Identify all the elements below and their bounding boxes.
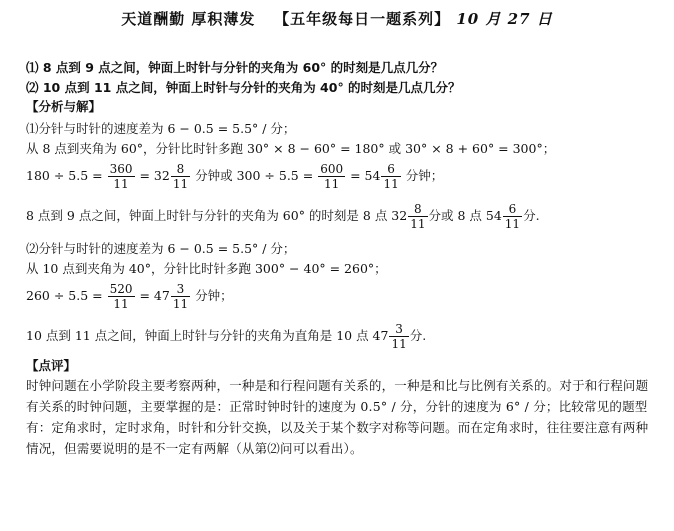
part1-calc-c: 分钟或 300 ÷ 5.5 = — [195, 168, 314, 183]
comment-text: 时钟问题在小学阶段主要考察两种，一种是和行程问题有关系的，一种是和比与比例有关系的。对于和行程问题有关系的时钟问题，主要掌握的是：正常时钟时针的速度为 0.5° / 分，分针的速度为 6° / 分；比较常见的题型有：定角求时，定时求角，时针和分针交换，以及关于某个数字对称等问题。而在定角求时，往往要注意有两种情况，但需要说明的是不一定有两解（从第⑵问可以看出）。 — [26, 378, 649, 456]
part1-run: 从 8 点到夹角为 60°，分针比时针多跑 30° × 8 − 60° = 180° 或 30° × 8 + 60° = 300°； — [26, 141, 556, 156]
fraction: $\frac{3}{11}$ — [172, 282, 189, 311]
page-title — [0, 8, 674, 29]
part1-concl-c: 分. — [523, 208, 540, 223]
part2-conclusion — [26, 320, 426, 352]
fraction: $\frac{6}{11}$ — [504, 202, 521, 231]
part1-speed: ⑴分针与时针的速度差为 6 − 0.5 = 5.5° / 分； — [26, 121, 296, 136]
title-motto: 天道酬勤 厚积薄发 — [121, 10, 256, 28]
part2-calc-c: 分钟； — [195, 288, 233, 303]
fraction: $\frac{520}{11}$ — [109, 282, 133, 311]
question-2: ⑵ 10 点到 11 点之间，钟面上时针与分针的夹角为 40° 的时刻是几点几分？ — [26, 80, 461, 95]
comment-header: 【点评】 — [26, 358, 77, 373]
part2-calc-b: = 47 — [139, 288, 170, 303]
part2-speed: ⑵分针与时针的速度差为 6 − 0.5 = 5.5° / 分； — [26, 241, 296, 256]
part1-conclusion — [26, 200, 540, 232]
part2-run: 从 10 点到夹角为 40°，分针比时针多跑 300° − 40° = 260°； — [26, 261, 387, 276]
title-date: 10 月 27 日 — [456, 10, 553, 28]
part1-concl-a: 8 点到 9 点之间，钟面上时针与分针的夹角为 60° 的时刻是 8 点 32 — [26, 208, 408, 223]
part1-concl-b: 分或 8 点 54 — [428, 208, 502, 223]
part1-calc-a: 180 ÷ 5.5 = — [26, 168, 103, 183]
part2-concl-a: 10 点到 11 点之间，钟面上时针与分针的夹角为直角是 10 点 47 — [26, 328, 389, 343]
part1-calc-e: 分钟； — [405, 168, 444, 183]
part2-calc — [26, 280, 233, 312]
title-series: 【五年级每日一题系列】 — [274, 10, 451, 28]
fraction: $\frac{8}{11}$ — [172, 162, 189, 191]
analysis-header: 【分析与解】 — [26, 99, 102, 114]
fraction: $\frac{360}{11}$ — [109, 162, 133, 191]
fraction: $\frac{3}{11}$ — [391, 322, 407, 351]
fraction: $\frac{600}{11}$ — [320, 162, 344, 191]
part1-calc-d: = 54 — [350, 168, 381, 183]
part2-concl-b: 分. — [409, 328, 427, 343]
fraction: $\frac{6}{11}$ — [383, 162, 399, 191]
part1-calc-b: = 32 — [139, 168, 170, 183]
fraction: $\frac{8}{11}$ — [410, 202, 426, 231]
part2-calc-a: 260 ÷ 5.5 = — [26, 288, 103, 303]
question-1: ⑴ 8 点到 9 点之间，钟面上时针与分针的夹角为 60° 的时刻是几点几分？ — [26, 60, 444, 75]
part1-calc — [26, 160, 443, 192]
